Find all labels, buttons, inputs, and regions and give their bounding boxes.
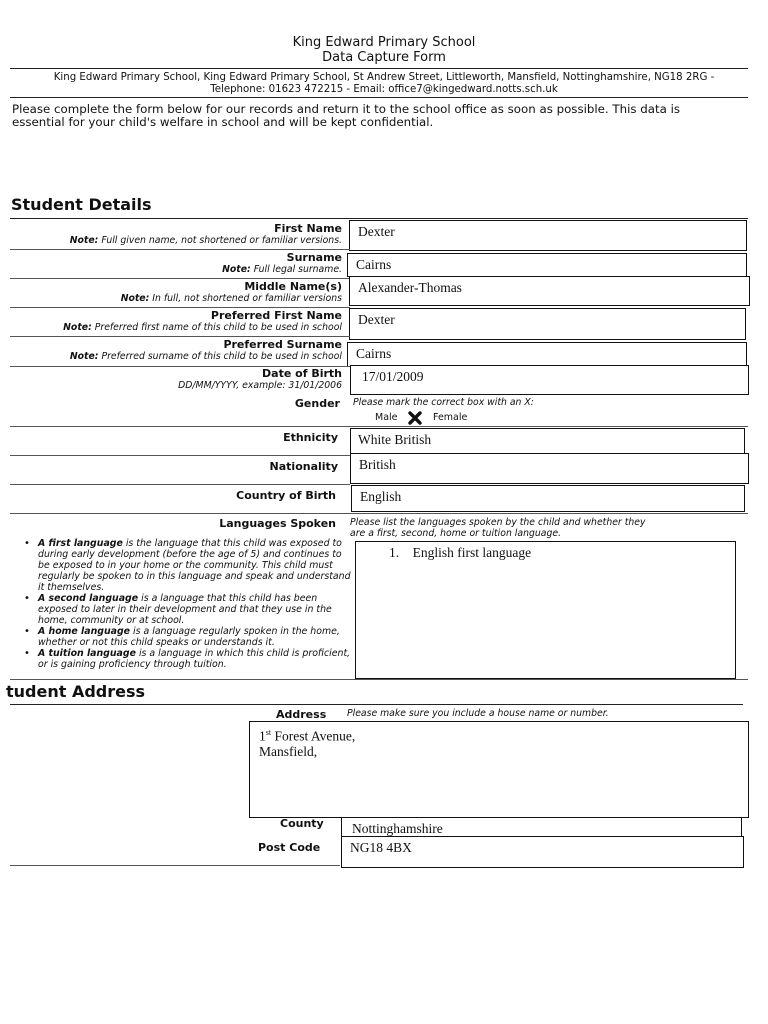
nationality-field[interactable]: British xyxy=(350,453,749,484)
preferred-first-name-label: Preferred First Name xyxy=(210,309,342,322)
header-rule xyxy=(10,68,748,69)
postcode-field[interactable]: NG18 4BX xyxy=(341,836,744,868)
header-rule-bottom xyxy=(10,97,748,98)
address-line-2: Mansfield, xyxy=(259,743,318,759)
row-divider xyxy=(10,513,748,514)
county-label: County xyxy=(280,817,324,830)
gender-male-checkbox[interactable] xyxy=(408,410,422,424)
intro-line-2: essential for your child's welfare in school and will be kept confidential. xyxy=(12,115,434,129)
nationality-label: Nationality xyxy=(269,460,338,473)
surname-label: Surname xyxy=(286,251,342,264)
definition-tuition-language: • A tuition language is a language in which this child is proficient, or is gaining proficiency through tuition. xyxy=(22,648,352,670)
languages-hint-line-2: are a first, second, home or tuition language. xyxy=(350,528,562,539)
address-field[interactable] xyxy=(249,721,749,818)
address-label: Address xyxy=(276,708,327,721)
middle-names-label: Middle Name(s) xyxy=(244,280,342,293)
country-of-birth-label: Country of Birth xyxy=(236,489,336,502)
middle-names-field[interactable]: Alexander-Thomas xyxy=(349,276,750,306)
language-entry-text: English first language xyxy=(412,545,532,560)
row-divider xyxy=(10,307,350,308)
row-divider xyxy=(10,484,350,485)
postcode-label: Post Code xyxy=(258,841,321,854)
row-divider xyxy=(10,679,748,680)
definition-home-language: • A home language is a language regularly spoken in the home, whether or not this child speaks or understands it. xyxy=(22,626,352,648)
address-hint: Please make sure you include a house name or number. xyxy=(347,708,609,719)
school-contact: Telephone: 01623 472215 - Email: office7@kingedward.notts.sch.uk xyxy=(210,84,558,95)
first-name-note: Note: Full given name, not shortened or familiar versions. xyxy=(69,235,342,246)
student-address-rule xyxy=(10,704,743,705)
preferred-surname-label: Preferred Surname xyxy=(223,338,342,351)
form-title: Data Capture Form xyxy=(322,50,446,65)
middle-names-note: Note: In full, not shortened or familiar versions xyxy=(120,293,342,304)
school-address: King Edward Primary School, King Edward Primary School, St Andrew Street, Littleworth, Mansfield, Nottinghamshire, NG18 2RG - xyxy=(53,72,715,83)
languages-field[interactable] xyxy=(355,541,736,679)
languages-label: Languages Spoken xyxy=(219,517,336,530)
dob-field[interactable]: 17/01/2009 xyxy=(350,365,749,395)
row-divider xyxy=(10,426,748,427)
surname-note: Note: Full legal surname. xyxy=(222,264,342,275)
gender-female-label: Female xyxy=(433,412,468,423)
student-details-title: Student Details xyxy=(11,195,152,214)
languages-hint-line-1: Please list the languages spoken by the child and whether they xyxy=(350,517,646,528)
row-divider xyxy=(10,865,340,866)
ethnicity-label: Ethnicity xyxy=(283,431,338,444)
preferred-surname-note: Note: Preferred surname of this child to be used in school xyxy=(69,351,342,362)
intro-line-1: Please complete the form below for our records and return it to the school office as soon as possible. This data is xyxy=(12,102,680,116)
row-divider xyxy=(10,249,350,250)
preferred-first-name-note: Note: Preferred first name of this child to be used in school xyxy=(63,322,342,333)
county-field[interactable]: Nottinghamshire xyxy=(341,817,742,837)
student-address-title: tudent Address xyxy=(6,682,146,701)
x-mark-icon xyxy=(408,411,422,425)
preferred-first-name-field[interactable]: Dexter xyxy=(349,308,746,340)
row-divider xyxy=(10,336,350,337)
definition-first-language: • A first language is the language that this child was exposed to during early development (before the age of 5) and continues to be exposed to in your home or the community. This child must regularly be spoken to in this language and speak and understand it themselves. xyxy=(22,538,352,593)
dob-note: DD/MM/YYYY, example: 31/01/2006 xyxy=(178,380,342,391)
gender-hint: Please mark the correct box with an X: xyxy=(353,397,534,408)
ethnicity-field[interactable]: White British xyxy=(350,428,745,455)
row-divider xyxy=(10,455,350,456)
first-name-field[interactable]: Dexter xyxy=(349,220,747,251)
school-name: King Edward Primary School xyxy=(292,35,476,50)
gender-male-label: Male xyxy=(375,412,398,423)
row-divider xyxy=(10,278,350,279)
surname-field[interactable]: Cairns xyxy=(347,253,747,277)
definition-second-language: • A second language is a language that this child has been exposed to later in their development and that they use in the home, community or at school. xyxy=(22,593,352,626)
country-of-birth-field[interactable]: English xyxy=(351,485,745,512)
address-line-1: 1st Forest Avenue, xyxy=(259,728,356,744)
language-entry-number: 1. xyxy=(389,545,400,560)
first-name-label: First Name xyxy=(274,222,342,235)
dob-label: Date of Birth xyxy=(262,367,342,380)
language-definitions xyxy=(22,538,352,670)
gender-label: Gender xyxy=(294,397,340,410)
preferred-surname-field[interactable]: Cairns xyxy=(347,342,747,367)
student-details-rule xyxy=(10,218,748,219)
